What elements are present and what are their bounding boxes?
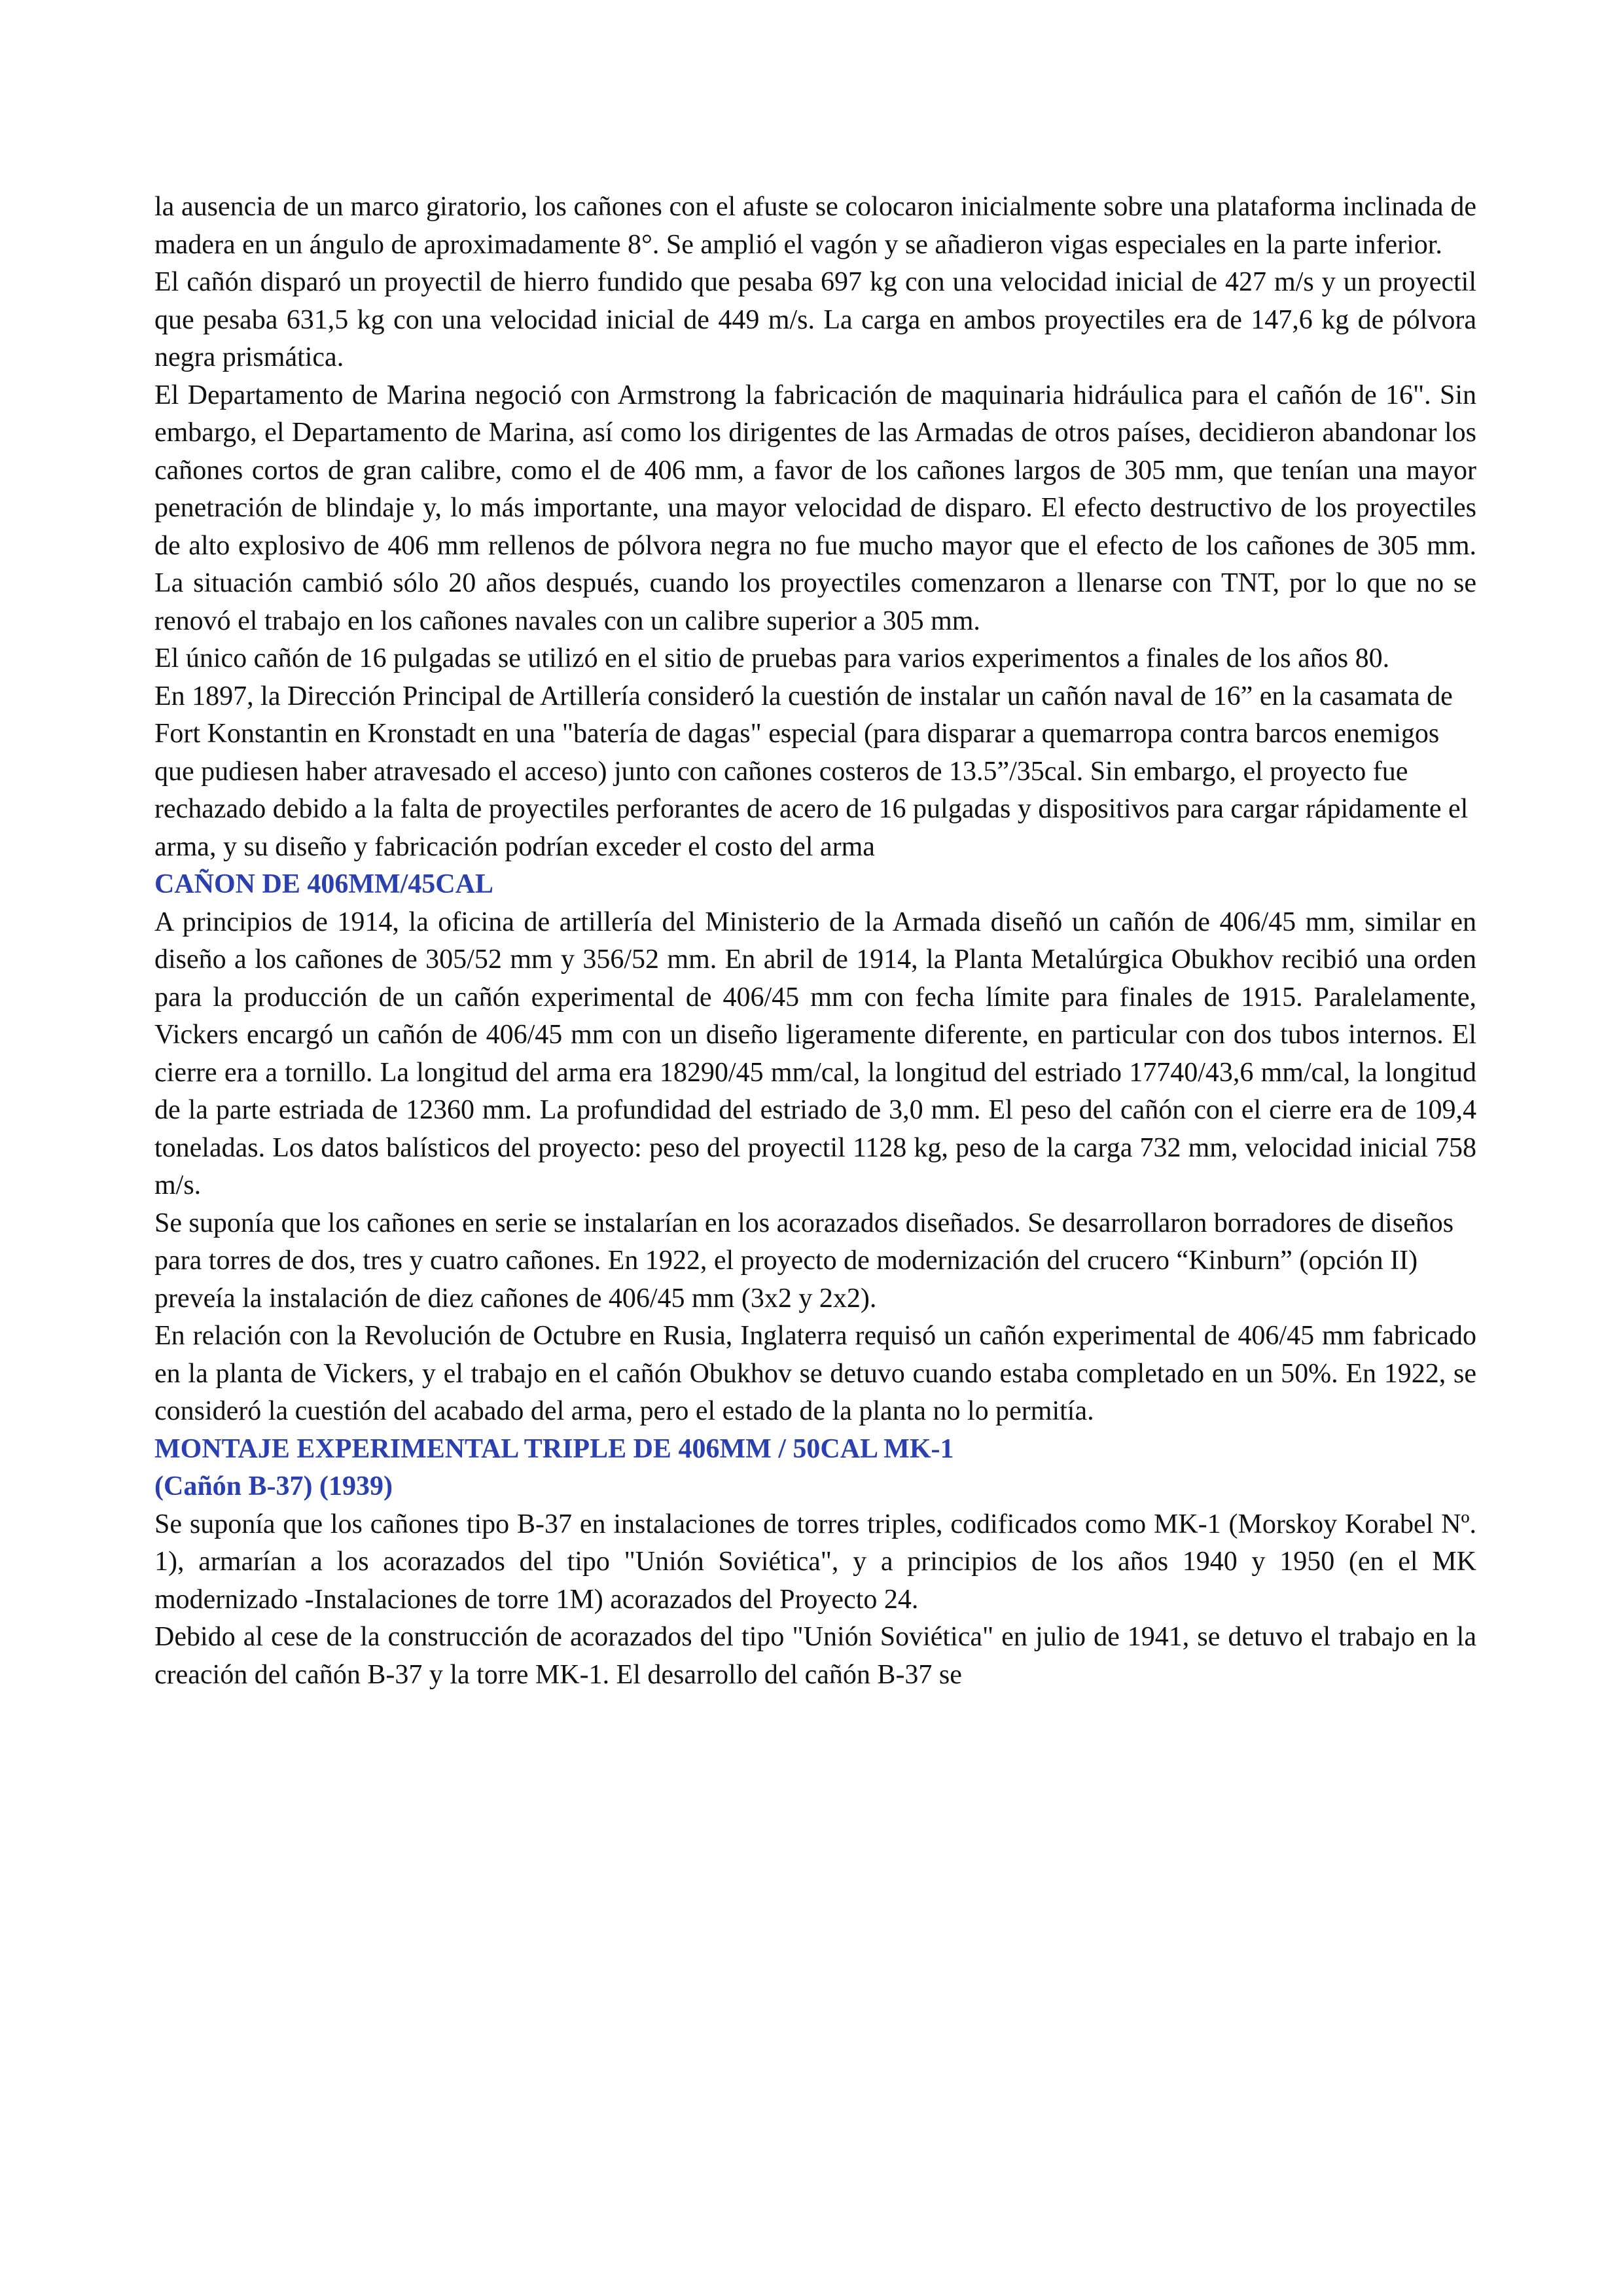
intro-paragraph-2: El cañón disparó un proyectil de hierro fundido que pesaba 697 kg con una velocidad inicial de 427 m/s y un proyectil que pesaba 631,5 kg con una velocidad inicial de 449 m/s. La carga en ambos proyectiles era de 147,6 kg de pólvora negra prismática. (154, 267, 1476, 372)
intro-paragraph-3: El Departamento de Marina negoció con Armstrong la fabricación de maquinaria hidráulica para el cañón de 16". Sin embargo, el Departamento de Marina, así como los dirigentes de las Armadas de otros países, decidieron abandonar los cañones cortos de gran calibre, como el de 406 mm, a favor de los cañones largos de 305 mm, que tenían una mayor penetración de blindaje y, lo más importante, una mayor velocidad de disparo. El efecto destructivo de los proyectiles de alto explosivo de 406 mm rellenos de pólvora negra no fue mucho mayor que el efecto de los cañones de 305 mm. La situación cambió sólo 20 años después, cuando los proyectiles comenzaron a llenarse con TNT, por lo que no se renovó el trabajo en los cañones navales con un calibre superior a 305 mm. (154, 380, 1476, 636)
document-page (154, 188, 1476, 1694)
section-mk1-paragraph-1: Se suponía que los cañones tipo B-37 en instalaciones de torres triples, codificados como MK-1 (Morskoy Korabel Nº. 1), armarían a los acorazados del tipo "Unión Soviética", y a principios de los años 1940 y 1950 (en el MK modernizado -Instalaciones de torre 1M) acorazados del Proyecto 24. (154, 1509, 1476, 1615)
section-mk1-paragraph-2: Debido al cese de la construcción de acorazados del tipo "Unión Soviética" en julio de 1941, se detuvo el trabajo en la creación del cañón B-37 y la torre MK-1. El desarrollo del cañón B-37 se (154, 1622, 1476, 1690)
intro-paragraph-5: En 1897, la Dirección Principal de Artillería consideró la cuestión de instalar un cañón naval de 16” en la casamata de Fort Konstantin en Kronstadt en una "batería de dagas" especial (para disparar a quemarropa contra barcos enemigos que pudiesen haber atravesado el acceso) junto con cañones costeros de 13.5”/35cal. Sin embargo, el proyecto fue rechazado debido a la falta de proyectiles perforantes de acero de 16 pulgadas y dispositivos para cargar rápidamente el arma, y su diseño y fabricación podrían exceder el costo del arma (154, 681, 1469, 862)
section-heading-406-45: CAÑON DE 406MM/45CAL (154, 869, 493, 899)
intro-paragraph-4: El único cañón de 16 pulgadas se utilizó en el sitio de pruebas para varios experimentos a finales de los años 80. (154, 643, 1390, 673)
section-heading-mk1: MONTAJE EXPERIMENTAL TRIPLE DE 406MM / 50CAL MK-1 (154, 1433, 954, 1464)
intro-paragraph-1: la ausencia de un marco giratorio, los cañones con el afuste se colocaron inicialmente sobre una plataforma inclinada de madera en un ángulo de aproximadamente 8°. Se amplió el vagón y se añadieron vigas especiales en la parte inferior. (154, 192, 1476, 260)
section-406-45-paragraph-2: Se suponía que los cañones en serie se instalarían en los acorazados diseñados. Se desarrollaron borradores de diseños para torres de dos, tres y cuatro cañones. En 1922, el proyecto de modernización del crucero “Kinburn” (opción II) preveía la instalación de diez cañones de 406/45 mm (3x2 y 2x2). (154, 1208, 1454, 1314)
section-406-45-paragraph-1: A principios de 1914, la oficina de artillería del Ministerio de la Armada diseñó un cañón de 406/45 mm, similar en diseño a los cañones de 305/52 mm y 356/52 mm. En abril de 1914, la Planta Metalúrgica Obukhov recibió una orden para la producción de un cañón experimental de 406/45 mm con fecha límite para finales de 1915. Paralelamente, Vickers encargó un cañón de 406/45 mm con un diseño ligeramente diferente, en particular con dos tubos internos. El cierre era a tornillo. La longitud del arma era 18290/45 mm/cal, la longitud del estriado 17740/43,6 mm/cal, la longitud de la parte estriada de 12360 mm. La profundidad del estriado de 3,0 mm. El peso del cañón con el cierre era de 109,4 toneladas. Los datos balísticos del proyecto: peso del proyectil 1128 kg, peso de la carga 732 mm, velocidad inicial 758 m/s. (154, 906, 1476, 1200)
section-subheading-mk1: (Cañón B-37) (1939) (154, 1471, 393, 1501)
section-406-45-paragraph-3: En relación con la Revolución de Octubre en Rusia, Inglaterra requisó un cañón experimental de 406/45 mm fabricado en la planta de Vickers, y el trabajo en el cañón Obukhov se detuvo cuando estaba completado en un 50%. En 1922, se consideró la cuestión del acabado del arma, pero el estado de la planta no lo permitía. (154, 1321, 1476, 1426)
